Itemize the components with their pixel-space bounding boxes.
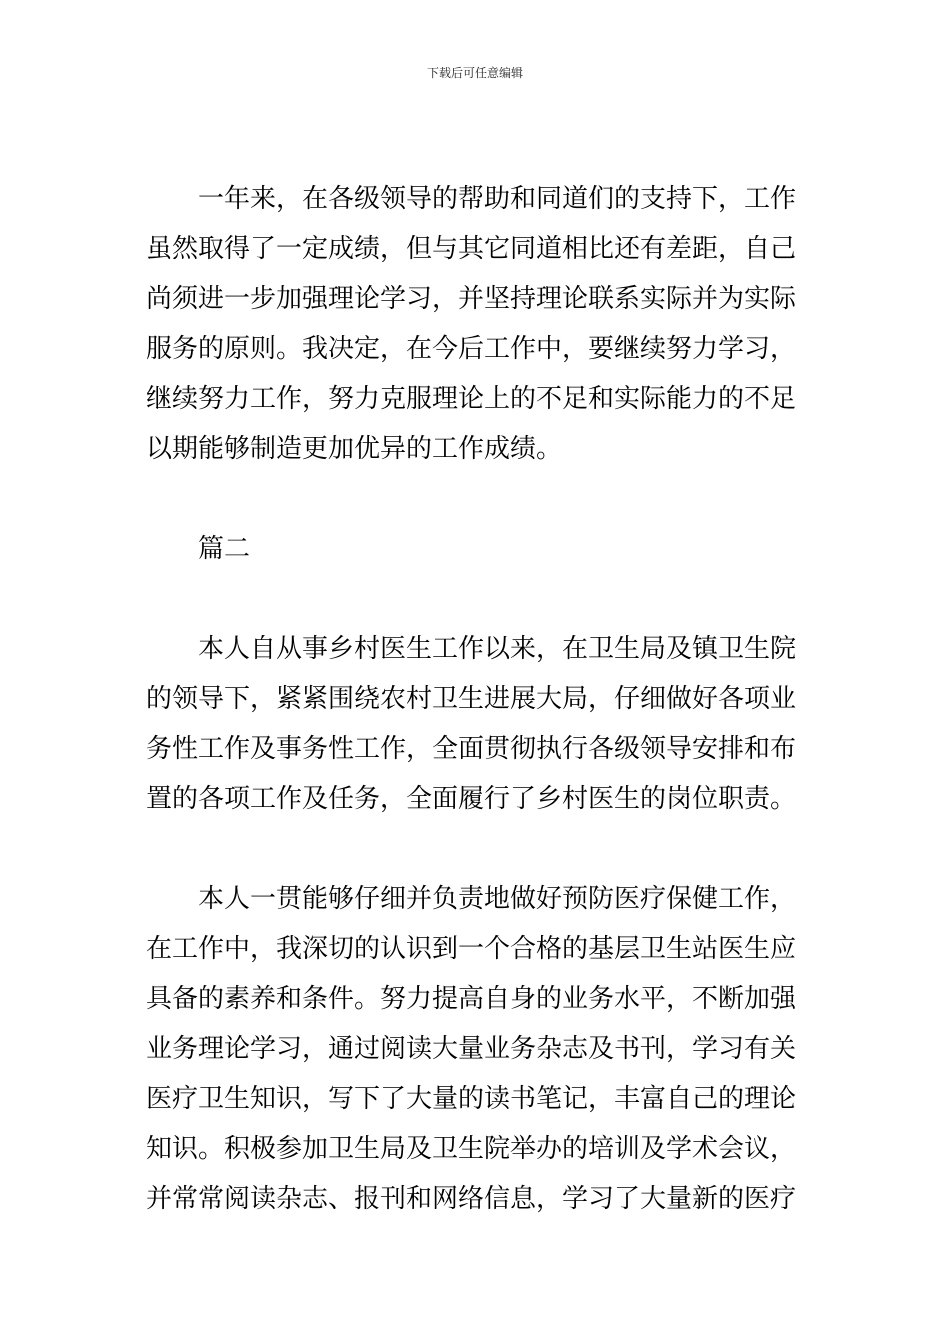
paragraph-line: 置的各项工作及任务，全面履行了乡村医生的岗位职责。 [146, 784, 797, 814]
section-title: 篇二 [198, 534, 251, 564]
paragraph-line: 医疗卫生知识，写下了大量的读书笔记，丰富自己的理论 [146, 1084, 797, 1114]
paragraph-line: 以期能够制造更加优异的工作成绩。 [146, 434, 563, 464]
paragraph-line: 在工作中，我深切的认识到一个合格的基层卫生站医生应 [146, 934, 797, 964]
paragraph-line: 务性工作及事务性工作，全面贯彻执行各级领导安排和布 [146, 734, 797, 764]
paragraph-line: 本人自从事乡村医生工作以来，在卫生局及镇卫生院 [198, 634, 797, 664]
page-header: 下载后可任意编辑 [426, 66, 523, 80]
paragraph-line: 的领导下，紧紧围绕农村卫生进展大局，仔细做好各项业 [146, 684, 797, 714]
paragraph-line: 服务的原则。我决定，在今后工作中，要继续努力学习， [146, 334, 797, 364]
paragraph-line: 尚须进一步加强理论学习，并坚持理论联系实际并为实际 [146, 284, 797, 314]
paragraph-line: 继续努力工作，努力克服理论上的不足和实际能力的不足 [146, 384, 797, 414]
paragraph-line: 本人一贯能够仔细并负责地做好预防医疗保健工作， [198, 884, 797, 914]
paragraph-line: 并常常阅读杂志、报刊和网络信息，学习了大量新的医疗 [146, 1184, 797, 1214]
paragraph-line: 虽然取得了一定成绩，但与其它同道相比还有差距，自己 [146, 234, 797, 264]
paragraph-line: 具备的素养和条件。努力提高自身的业务水平，不断加强 [146, 984, 797, 1014]
paragraph-line: 一年来，在各级领导的帮助和同道们的支持下，工作 [198, 184, 797, 214]
paragraph-line: 业务理论学习，通过阅读大量业务杂志及书刊，学习有关 [146, 1034, 797, 1064]
paragraph-line: 知识。积极参加卫生局及卫生院举办的培训及学术会议， [146, 1134, 797, 1164]
